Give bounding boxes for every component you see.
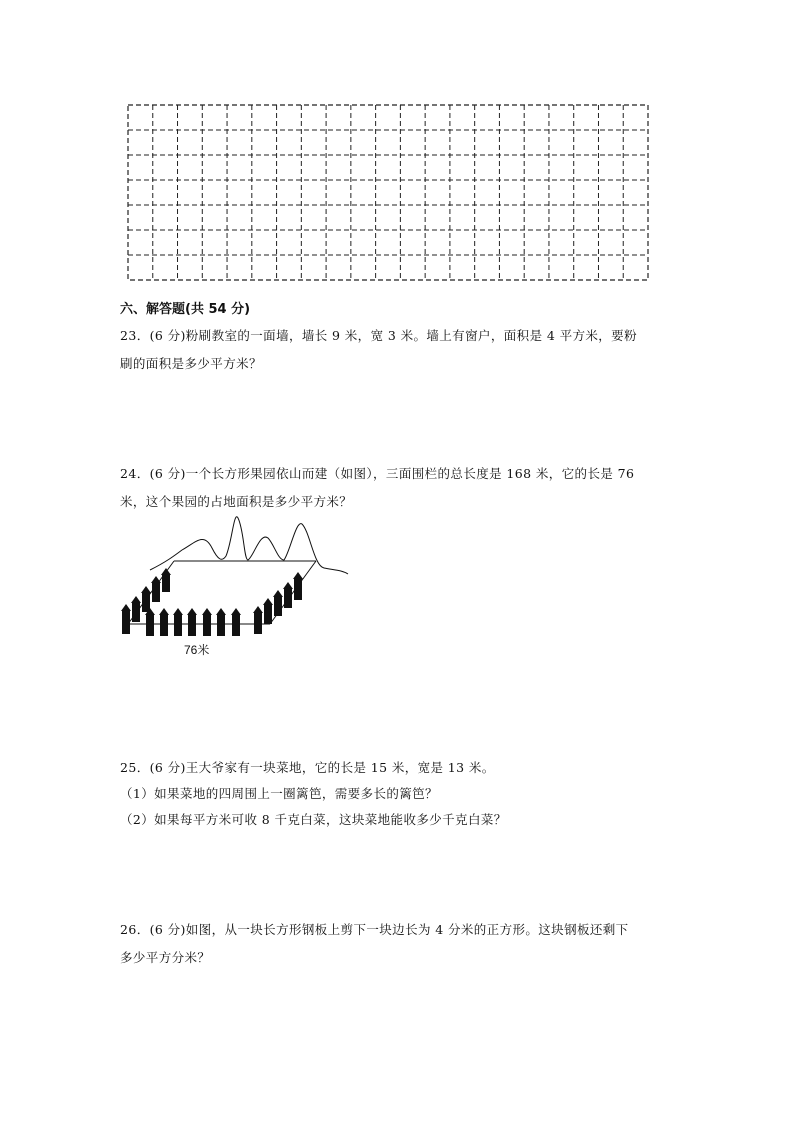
question-24-line-2: 米，这个果园的占地面积是多少平方米？ <box>120 494 353 509</box>
fence-post <box>293 572 303 600</box>
dashed-drawing-grid <box>126 103 652 283</box>
fence-post <box>173 608 183 636</box>
fence-post <box>202 608 212 636</box>
fence-post <box>283 582 293 608</box>
question-25-sub-2: （2）如果每平方米可收 8 千克白菜，这块菜地能收多少千克白菜？ <box>120 812 507 827</box>
fence-post <box>145 608 155 636</box>
mountain-outline <box>150 517 348 574</box>
question-23-line-2: 刷的面积是多少平方米？ <box>120 356 262 371</box>
fence-post <box>253 606 263 634</box>
question-25-line-1: 25．(6 分)王大爷家有一块菜地，它的长是 15 米，宽是 13 米。 <box>120 760 495 775</box>
fence-post <box>161 568 171 592</box>
fence-post <box>121 604 131 634</box>
orchard-figure <box>118 512 350 662</box>
fence-post <box>141 586 151 612</box>
fence-post <box>273 590 283 616</box>
section-heading: 六、解答题(共 54 分) <box>120 302 251 317</box>
question-25-sub-1: （1）如果菜地的四周围上一圈篱笆，需要多长的篱笆？ <box>120 786 438 801</box>
question-26-line-2: 多少平方分米？ <box>120 950 211 965</box>
fence-post <box>263 598 273 624</box>
fence-post <box>151 576 161 602</box>
figure-length-label: 76米 <box>184 643 210 657</box>
question-26-line-1: 26．(6 分)如图，从一块长方形钢板上剪下一块边长为 4 分米的正方形。这块钢板还剩下 <box>120 922 629 937</box>
fence-post <box>187 608 197 636</box>
fence-post <box>231 608 241 636</box>
fence-post <box>216 608 226 636</box>
fence-post <box>131 596 141 622</box>
question-23-line-1: 23．(6 分)粉刷教室的一面墙，墙长 9 米，宽 3 米。墙上有窗户，面积是 4 平方米，要粉 <box>120 328 637 343</box>
fence-post <box>159 608 169 636</box>
question-24-line-1: 24．(6 分)一个长方形果园依山而建（如图），三面围栏的总长度是 168 米，它的长是 76 <box>120 466 635 481</box>
